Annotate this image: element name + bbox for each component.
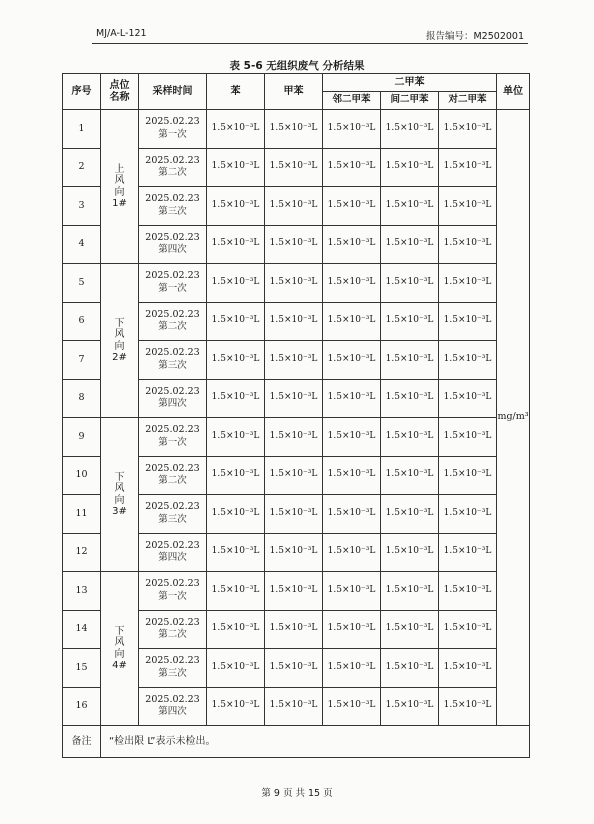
cell-sample-time: 2025.02.23 第一次	[139, 572, 207, 611]
cell-value: 1.5×10⁻³L	[323, 302, 381, 341]
cell-value: 1.5×10⁻³L	[323, 533, 381, 572]
cell-value: 1.5×10⁻³L	[439, 649, 497, 688]
cell-value: 1.5×10⁻³L	[207, 341, 265, 380]
cell-value: 1.5×10⁻³L	[323, 572, 381, 611]
cell-value: 1.5×10⁻³L	[439, 379, 497, 418]
report-number: 报告编号：M2502001	[425, 31, 524, 42]
cell-value: 1.5×10⁻³L	[439, 187, 497, 226]
document-code: MJ/A-L-121	[96, 28, 147, 39]
cell-value: 1.5×10⁻³L	[323, 187, 381, 226]
cell-value: 1.5×10⁻³L	[207, 687, 265, 726]
header-benzene: 苯	[207, 74, 265, 110]
cell-value: 1.5×10⁻³L	[323, 225, 381, 264]
cell-seq: 4	[63, 225, 101, 264]
cell-value: 1.5×10⁻³L	[381, 418, 439, 457]
cell-value: 1.5×10⁻³L	[207, 418, 265, 457]
cell-value: 1.5×10⁻³L	[323, 264, 381, 303]
cell-value: 1.5×10⁻³L	[381, 649, 439, 688]
cell-unit: mg/m³	[497, 110, 530, 726]
cell-value: 1.5×10⁻³L	[439, 110, 497, 149]
cell-sample-time: 2025.02.23 第一次	[139, 110, 207, 149]
cell-seq: 1	[63, 110, 101, 149]
cell-value: 1.5×10⁻³L	[439, 456, 497, 495]
cell-value: 1.5×10⁻³L	[381, 495, 439, 534]
cell-value: 1.5×10⁻³L	[381, 148, 439, 187]
cell-sample-time: 2025.02.23 第二次	[139, 610, 207, 649]
cell-seq: 7	[63, 341, 101, 380]
cell-sample-time: 2025.02.23 第三次	[139, 187, 207, 226]
cell-value: 1.5×10⁻³L	[265, 456, 323, 495]
cell-sample-time: 2025.02.23 第三次	[139, 341, 207, 380]
cell-value: 1.5×10⁻³L	[265, 687, 323, 726]
cell-value: 1.5×10⁻³L	[381, 187, 439, 226]
cell-value: 1.5×10⁻³L	[381, 264, 439, 303]
header-xylene: 二甲苯	[323, 74, 497, 92]
cell-value: 1.5×10⁻³L	[439, 572, 497, 611]
cell-value: 1.5×10⁻³L	[439, 302, 497, 341]
cell-value: 1.5×10⁻³L	[265, 187, 323, 226]
cell-value: 1.5×10⁻³L	[381, 110, 439, 149]
cell-sample-time: 2025.02.23 第四次	[139, 687, 207, 726]
note-label: 备注	[63, 726, 101, 758]
cell-value: 1.5×10⁻³L	[323, 148, 381, 187]
cell-seq: 16	[63, 687, 101, 726]
cell-value: 1.5×10⁻³L	[323, 379, 381, 418]
cell-value: 1.5×10⁻³L	[265, 264, 323, 303]
cell-seq: 13	[63, 572, 101, 611]
cell-value: 1.5×10⁻³L	[381, 341, 439, 380]
table-row	[63, 264, 530, 303]
cell-value: 1.5×10⁻³L	[265, 495, 323, 534]
cell-value: 1.5×10⁻³L	[207, 264, 265, 303]
cell-value: 1.5×10⁻³L	[265, 418, 323, 457]
cell-sample-time: 2025.02.23 第四次	[139, 225, 207, 264]
cell-sample-time: 2025.02.23 第四次	[139, 379, 207, 418]
cell-point-name: 下 风 向 2#	[101, 264, 139, 418]
page-footer: 第 9 页 共 15 页	[261, 788, 333, 799]
cell-value: 1.5×10⁻³L	[381, 302, 439, 341]
cell-seq: 8	[63, 379, 101, 418]
cell-seq: 10	[63, 456, 101, 495]
cell-value: 1.5×10⁻³L	[207, 533, 265, 572]
cell-value: 1.5×10⁻³L	[207, 572, 265, 611]
cell-sample-time: 2025.02.23 第一次	[139, 264, 207, 303]
header-seq: 序号	[63, 74, 101, 110]
cell-value: 1.5×10⁻³L	[265, 148, 323, 187]
cell-value: 1.5×10⁻³L	[207, 610, 265, 649]
cell-value: 1.5×10⁻³L	[265, 341, 323, 380]
cell-seq: 11	[63, 495, 101, 534]
cell-value: 1.5×10⁻³L	[439, 148, 497, 187]
cell-value: 1.5×10⁻³L	[207, 302, 265, 341]
cell-value: 1.5×10⁻³L	[265, 572, 323, 611]
cell-value: 1.5×10⁻³L	[207, 379, 265, 418]
cell-seq: 6	[63, 302, 101, 341]
cell-value: 1.5×10⁻³L	[439, 341, 497, 380]
cell-value: 1.5×10⁻³L	[381, 456, 439, 495]
table-title: 表 5-6 无组织废气 分析结果	[229, 60, 365, 72]
cell-value: 1.5×10⁻³L	[207, 225, 265, 264]
cell-value: 1.5×10⁻³L	[439, 264, 497, 303]
cell-sample-time: 2025.02.23 第三次	[139, 649, 207, 688]
header-point: 点位 名称	[101, 74, 139, 110]
cell-seq: 9	[63, 418, 101, 457]
cell-value: 1.5×10⁻³L	[381, 687, 439, 726]
cell-point-name: 下 风 向 3#	[101, 418, 139, 572]
header-unit: 单位	[497, 74, 530, 110]
cell-value: 1.5×10⁻³L	[439, 495, 497, 534]
cell-sample-time: 2025.02.23 第二次	[139, 456, 207, 495]
cell-value: 1.5×10⁻³L	[207, 649, 265, 688]
cell-seq: 5	[63, 264, 101, 303]
cell-value: 1.5×10⁻³L	[381, 225, 439, 264]
table-row	[63, 110, 530, 149]
cell-value: 1.5×10⁻³L	[265, 610, 323, 649]
header-p-xylene: 对二甲苯	[439, 92, 497, 110]
cell-value: 1.5×10⁻³L	[381, 379, 439, 418]
cell-sample-time: 2025.02.23 第三次	[139, 495, 207, 534]
results-table	[62, 73, 530, 758]
cell-point-name: 下 风 向 4#	[101, 572, 139, 726]
cell-value: 1.5×10⁻³L	[265, 302, 323, 341]
note-text: “检出限 L”表示未检出。	[101, 726, 530, 758]
cell-value: 1.5×10⁻³L	[439, 610, 497, 649]
cell-sample-time: 2025.02.23 第四次	[139, 533, 207, 572]
cell-value: 1.5×10⁻³L	[265, 533, 323, 572]
cell-value: 1.5×10⁻³L	[265, 225, 323, 264]
cell-sample-time: 2025.02.23 第二次	[139, 148, 207, 187]
cell-value: 1.5×10⁻³L	[439, 687, 497, 726]
cell-value: 1.5×10⁻³L	[207, 148, 265, 187]
cell-value: 1.5×10⁻³L	[323, 687, 381, 726]
cell-point-name: 上 风 向 1#	[101, 110, 139, 264]
cell-value: 1.5×10⁻³L	[439, 225, 497, 264]
cell-value: 1.5×10⁻³L	[323, 610, 381, 649]
cell-value: 1.5×10⁻³L	[323, 341, 381, 380]
cell-sample-time: 2025.02.23 第二次	[139, 302, 207, 341]
cell-seq: 2	[63, 148, 101, 187]
cell-value: 1.5×10⁻³L	[381, 533, 439, 572]
cell-value: 1.5×10⁻³L	[323, 649, 381, 688]
cell-value: 1.5×10⁻³L	[323, 495, 381, 534]
cell-seq: 3	[63, 187, 101, 226]
table-row	[63, 572, 530, 611]
cell-seq: 15	[63, 649, 101, 688]
header-divider	[92, 43, 528, 44]
header-time: 采样时间	[139, 74, 207, 110]
cell-value: 1.5×10⁻³L	[207, 110, 265, 149]
cell-sample-time: 2025.02.23 第一次	[139, 418, 207, 457]
header-o-xylene: 邻二甲苯	[323, 92, 381, 110]
cell-value: 1.5×10⁻³L	[265, 379, 323, 418]
cell-value: 1.5×10⁻³L	[439, 418, 497, 457]
cell-value: 1.5×10⁻³L	[323, 456, 381, 495]
cell-value: 1.5×10⁻³L	[439, 533, 497, 572]
cell-value: 1.5×10⁻³L	[265, 110, 323, 149]
cell-value: 1.5×10⁻³L	[381, 572, 439, 611]
header-m-xylene: 间二甲苯	[381, 92, 439, 110]
table-row	[63, 418, 530, 457]
header-toluene: 甲苯	[265, 74, 323, 110]
cell-value: 1.5×10⁻³L	[323, 110, 381, 149]
cell-value: 1.5×10⁻³L	[207, 187, 265, 226]
cell-value: 1.5×10⁻³L	[265, 649, 323, 688]
cell-seq: 12	[63, 533, 101, 572]
table-body	[63, 110, 530, 726]
cell-value: 1.5×10⁻³L	[207, 495, 265, 534]
cell-value: 1.5×10⁻³L	[207, 456, 265, 495]
cell-value: 1.5×10⁻³L	[381, 610, 439, 649]
cell-seq: 14	[63, 610, 101, 649]
cell-value: 1.5×10⁻³L	[323, 418, 381, 457]
